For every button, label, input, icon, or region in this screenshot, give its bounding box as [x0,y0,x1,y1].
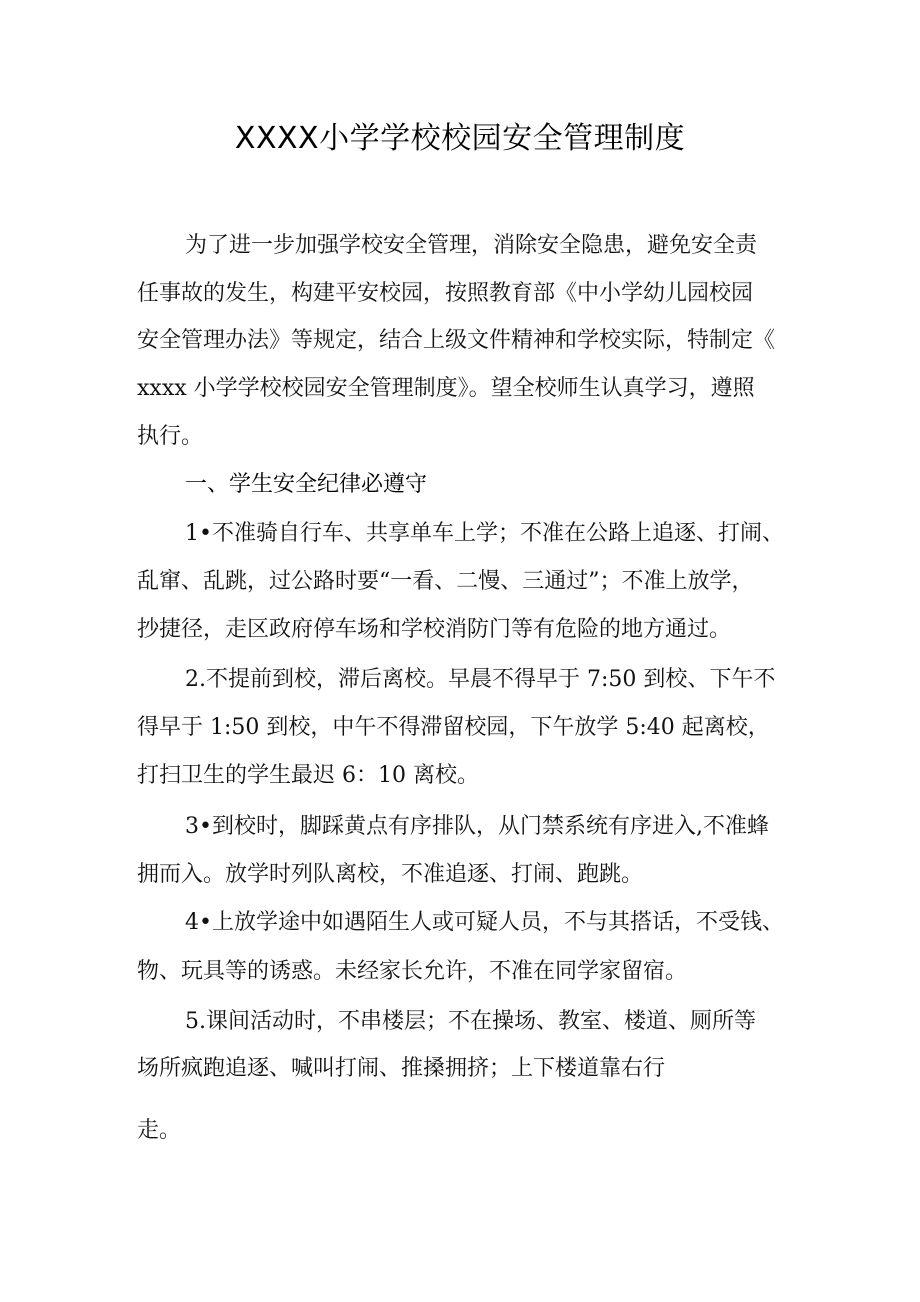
intro-line: 为了进一步加强学校安全管理，消除安全隐患，避免安全责 [185,233,758,258]
rule-5-line: 5.课间活动时，不串楼层；不在操场、教室、楼道、厕所等 [185,1009,756,1034]
rule-3-line: 拥而入。放学时列队离校，不准追逐、打闹、跑跳。 [137,862,644,887]
rule-4-line: 物、玩具等的诱惑。未经家长允许，不准在同学家留宿。 [137,959,688,984]
rule-1-line: 乱窜、乱跳，过公路时要“一看、二慢、三通过”；不准上放学， [137,569,754,594]
intro-line: 执行。 [137,424,204,449]
section-heading: 一、学生安全纪律必遵守 [185,472,428,497]
rule-2-line: 得早于 1:50 到校，中午不得滞留校园，下午放学 5:40 起离校， [137,715,770,740]
document-title: XXXX小学学校校园安全管理制度 [234,121,686,156]
rule-5-line: 走。 [137,1118,182,1143]
rule-4-line: 4•上放学途中如遇陌生人或可疑人员，不与其搭话，不受钱、 [185,910,784,935]
rule-1-line: 1•不准骑自行车、共享单车上学；不准在公路上追逐、打闹、 [185,521,784,546]
intro-line: xxxx 小学学校校园安全管理制度》。望全校师生认真学习，遵照 [137,376,755,401]
rule-5-line: 场所疯跑追逐、喊叫打闹、推搡拥挤；上下楼道靠右行 [137,1056,666,1081]
intro-line: 安全管理办法》等规定，结合上级文件精神和学校实际，特制定《 [137,328,776,353]
rule-2-line: 2.不提前到校，滞后离校。早晨不得早于 7:50 到校、下午不 [185,667,776,692]
intro-line: 任事故的发生，构建平安校园，按照教育部《中小学幼儿园校园 [137,281,754,306]
rule-3-line: 3•到校时，脚踩黄点有序排队，从门禁系统有序进入,不准蜂 [185,814,769,839]
rule-2-line: 打扫卫生的学生最迟 6：10 离校。 [137,763,479,788]
rule-1-line: 抄捷径，走区政府停车场和学校消防门等有危险的地方通过。 [137,617,732,642]
